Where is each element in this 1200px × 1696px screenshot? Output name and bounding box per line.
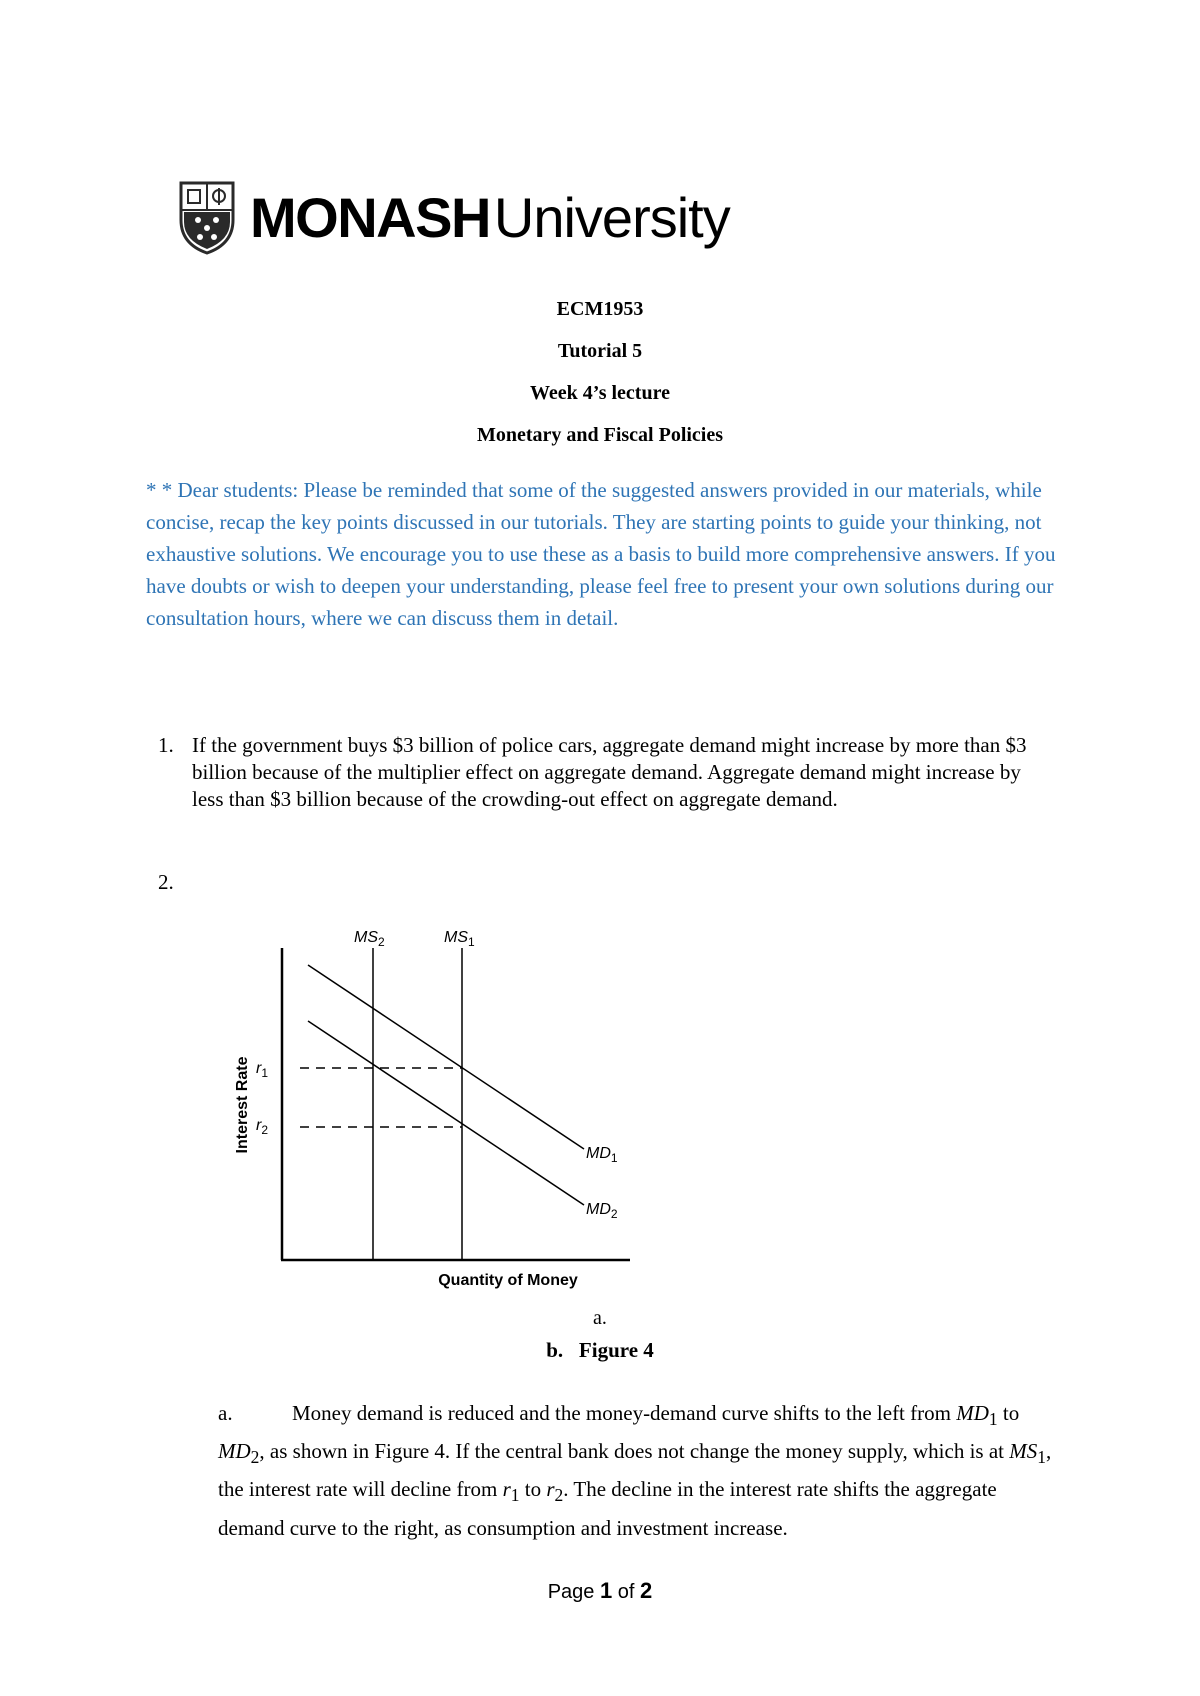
md2-curve [308,1021,584,1205]
answer-a-text-6: . The decline in the interest rate shifts the aggregate demand curve to the right, as consumption and investment increase. [218,1477,997,1540]
answer-a-ms1-sub: 1 [1037,1447,1046,1468]
answer-a-md1-sub: 1 [988,1409,998,1430]
md1-curve [308,965,584,1149]
answer-a-text-4: , the interest rate will decline from [218,1439,1052,1502]
question-1 [158,732,1048,813]
figure-caption-title: Figure 4 [578,1338,654,1362]
ms2-label: $MS_2$ [354,929,385,949]
footer-total-pages: 2 [640,1578,653,1603]
y-axis-label: Interest Rate [234,1056,251,1154]
answer-a-text-3: , as shown in Figure 4. If the central bank does not change the money supply, which is at [259,1439,1010,1464]
answer-a-r2-sub: 2 [554,1485,564,1506]
page-footer [0,1578,1200,1604]
notice-paragraph: * * Dear students: Please be reminded that some of the suggested answers provided in our materials, while concise, recap the key points discussed in our tutorials. They are starting points to guide your thinking, not exhaustive solutions. We encourage you to use these as a basis to build more comprehensive answers. If you have doubts or wish to deepen your understanding, please feel free to present your own solutions during our consultation hours, where we can discuss them in detail. [146,478,1056,630]
answer-a-r1: r [502,1477,511,1502]
topic-title: Monetary and Fiscal Policies [476,424,724,446]
answer-a-r2: r [546,1477,555,1502]
figure-caption-a: a. [593,1307,607,1329]
footer-of-word: of [617,1581,635,1603]
logo-monash: MONASH [250,186,490,249]
answer-a-text-5: to [519,1477,547,1502]
monash-logo [178,178,730,258]
answer-a-md2-sub: 2 [250,1447,260,1468]
tutorial-number: Tutorial 5 [557,340,643,362]
answer-a-ms1: MS [1009,1439,1038,1464]
x-axis-label: Quantity of Money [438,1272,578,1289]
answer-a [218,1397,1068,1544]
question-1-text: If the government buys $3 billion of police cars, aggregate demand might increase by more than $3 billion because of the multiplier effect on aggregate demand. Aggregate demand might increase by less than $3 billion because of the crowding-out effect on aggregate demand. [192,733,1027,811]
week-label: Week 4’s lecture [530,382,670,404]
answer-a-text-1: Money demand is reduced and the money-demand curve shifts to the left from [292,1401,957,1425]
answer-a-md1: MD [956,1401,989,1425]
footer-current-page: 1 [599,1578,613,1603]
footer-page-word: Page [547,1581,595,1603]
figure-caption-b [0,1338,1200,1363]
question-1-number: 1. [158,733,174,757]
course-code: ECM1953 [556,298,644,320]
logo-university: University [493,186,730,249]
monash-crest-icon [178,180,236,256]
answer-a-label: a. [218,1401,233,1425]
question-2-number: 2. [158,870,174,894]
r1-label: $r_1$ [256,1060,269,1080]
money-market-figure [220,905,650,1305]
answer-a-text-2: to [997,1401,1020,1425]
answer-a-r1-sub: 1 [510,1485,520,1506]
answer-a-md2: MD [218,1439,251,1464]
md2-label: $MD_2$ [586,1201,618,1221]
ms1-label: $MS_1$ [444,929,475,949]
figure-caption-b-label: b. [546,1338,564,1362]
r2-label: $r_2$ [256,1117,269,1137]
md1-label: $MD_1$ [586,1145,618,1165]
